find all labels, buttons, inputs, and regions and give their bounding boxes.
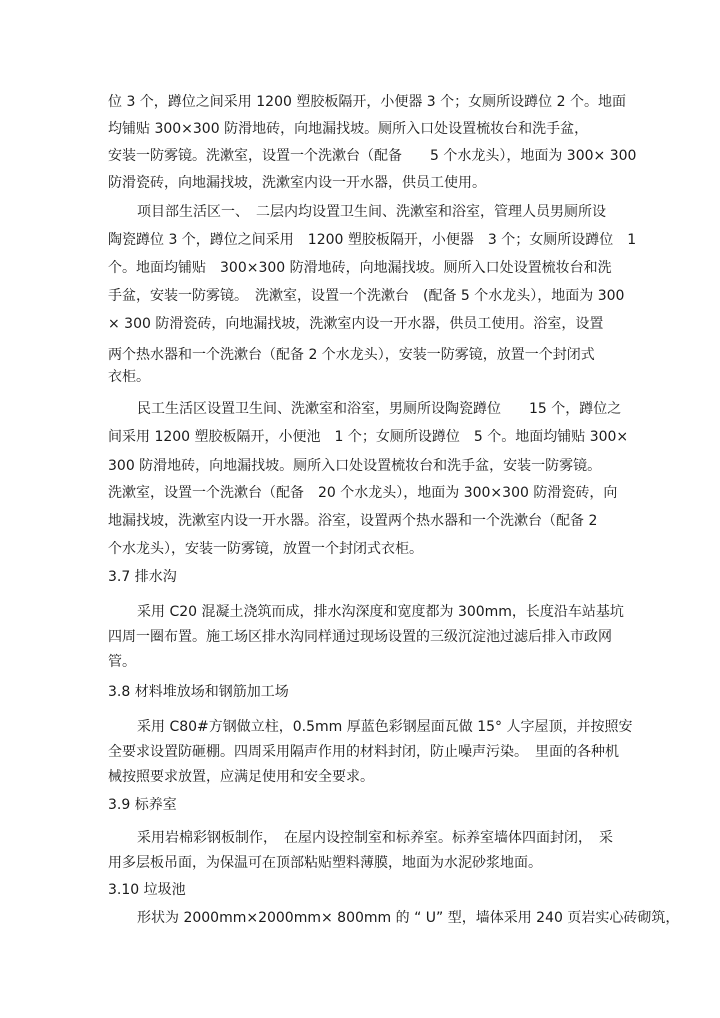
text-line: 间采用 1200 塑胶板隔开，小便池 1 个；女厕所设蹲位 5 个。地面均铺贴 300×	[108, 429, 629, 445]
text-line: 形状为 2000mm×2000mm× 800mm 的 “ U” 型，墙体采用 240 页岩实心砖砌筑，	[137, 910, 680, 926]
text-line: 采用 C20 混凝土浇筑而成，排水沟深度和宽度都为 300mm，长度沿车站基坑	[137, 604, 624, 620]
text-line: 个水龙头），安装一防雾镜，放置一个封闭式衣柜。	[108, 541, 423, 557]
text-line: 300 防滑地砖，向地漏找坡。厕所入口处设置梳妆台和洗手盆，安装一防雾镜。	[108, 458, 602, 474]
text-line: 械按照要求放置，应满足使用和安全要求。	[108, 769, 374, 785]
text-line: 采用岩棉彩钢板制作， 在屋内设控制室和标养室。标养室墙体四面封闭， 采	[137, 830, 613, 846]
text-line: 陶瓷蹲位 3 个，蹲位之间采用 1200 塑胶板隔开，小便器 3 个；女厕所设蹲位 1	[108, 232, 637, 248]
text-line: 用多层板吊面，为保温可在顶部粘贴塑料薄膜，地面为水泥砂浆地面。	[108, 855, 542, 871]
text-line: 个。地面均铺贴 300×300 防滑地砖，向地漏找坡。厕所入口处设置梳妆台和洗	[108, 260, 612, 276]
text-line: 地漏找坡，洗漱室内设一开水器。浴室，设置两个热水器和一个洗漱台（配备 2	[108, 513, 598, 529]
text-line: 两个热水器和一个洗漱台（配备 2 个水龙头），安装一防雾镜，放置一个封闭式	[108, 347, 595, 363]
text-line: 手盆，安装一防雾镜。 洗漱室，设置一个洗漱台 (配备 5 个水龙头），地面为 300	[108, 288, 625, 304]
section-heading: 3.10 垃圾池	[108, 882, 186, 898]
section-heading: 3.7 排水沟	[108, 569, 177, 585]
text-line: 均铺贴 300×300 防滑地砖，向地漏找坡。厕所入口处设置梳妆台和洗手盆，	[108, 121, 589, 137]
text-line: 洗漱室，设置一个洗漱台（配备 20 个水龙头），地面为 300×300 防滑瓷砖，向	[108, 485, 618, 501]
text-line: 衣柜。	[108, 369, 150, 385]
text-line: 管。	[108, 654, 136, 670]
text-line: × 300 防滑瓷砖，向地漏找坡，洗漱室内设一开水器，供员工使用。浴室，设置	[108, 316, 604, 332]
section-heading: 3.8 材料堆放场和钢筋加工场	[108, 684, 289, 700]
text-line: 采用 C80#方钢做立柱，0.5mm 厚蓝色彩钢屋面瓦做 15° 人字屋顶，并按照安	[137, 719, 633, 735]
text-line: 防滑瓷砖，向地漏找坡，洗漱室内设一开水器，供员工使用。	[108, 175, 486, 191]
section-heading: 3.9 标养室	[108, 797, 177, 813]
text-line: 位 3 个，蹲位之间采用 1200 塑胶板隔开，小便器 3 个；女厕所设蹲位 2 个。地面	[108, 94, 626, 110]
text-line: 全要求设置防砸棚。四周采用隔声作用的材料封闭，防止噪声污染。 里面的各种机	[108, 744, 619, 760]
text-line: 安装一防雾镜。洗漱室，设置一个洗漱台（配备 5 个水龙头），地面为 300× 300	[108, 148, 637, 164]
text-line: 民工生活区设置卫生间、洗漱室和浴室，男厕所设陶瓷蹲位 15 个，蹲位之	[137, 401, 622, 417]
text-line: 项目部生活区一、 二层内均设置卫生间、洗漱室和浴室，管理人员男厕所设	[137, 204, 606, 220]
text-line: 四周一圈布置。施工场区排水沟同样通过现场设置的三级沉淀池过滤后排入市政网	[108, 629, 612, 645]
